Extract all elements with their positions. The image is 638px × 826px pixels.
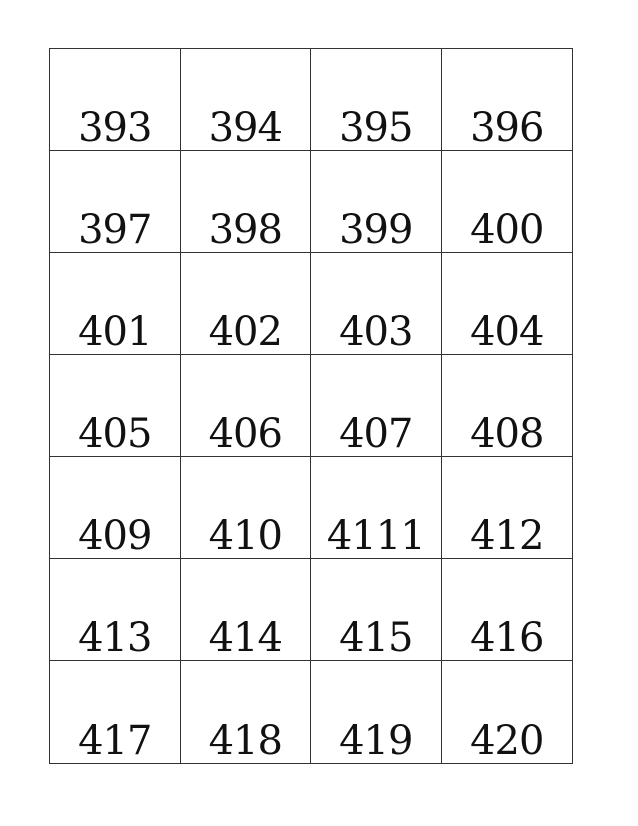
number-card bbox=[442, 151, 573, 253]
number-card bbox=[311, 151, 442, 253]
number-card bbox=[311, 457, 442, 559]
card-number: 420 bbox=[470, 718, 544, 764]
number-card bbox=[442, 355, 573, 457]
number-card bbox=[181, 151, 312, 253]
number-card bbox=[50, 355, 181, 457]
number-card bbox=[181, 559, 312, 661]
card-number: 409 bbox=[78, 513, 152, 559]
card-number: 412 bbox=[470, 513, 544, 559]
card-number: 418 bbox=[208, 718, 282, 764]
number-card bbox=[50, 253, 181, 355]
card-number: 400 bbox=[470, 207, 544, 253]
card-number: 395 bbox=[339, 105, 413, 151]
card-number: 398 bbox=[208, 207, 282, 253]
number-card bbox=[181, 457, 312, 559]
number-card bbox=[311, 253, 442, 355]
number-card-grid bbox=[49, 48, 573, 764]
number-card bbox=[311, 559, 442, 661]
card-number: 399 bbox=[339, 207, 413, 253]
card-number: 413 bbox=[78, 615, 152, 661]
card-number: 417 bbox=[78, 718, 152, 764]
number-card bbox=[50, 457, 181, 559]
card-number: 405 bbox=[78, 411, 152, 457]
card-number: 415 bbox=[339, 615, 413, 661]
number-card bbox=[181, 355, 312, 457]
card-number: 397 bbox=[78, 207, 152, 253]
number-card bbox=[181, 661, 312, 763]
number-card bbox=[50, 559, 181, 661]
card-number: 393 bbox=[78, 105, 152, 151]
number-card bbox=[311, 355, 442, 457]
number-card bbox=[50, 49, 181, 151]
card-number: 404 bbox=[470, 309, 544, 355]
number-card bbox=[442, 457, 573, 559]
number-card bbox=[442, 253, 573, 355]
card-number: 394 bbox=[208, 105, 282, 151]
number-card bbox=[181, 49, 312, 151]
card-number: 410 bbox=[208, 513, 282, 559]
card-number: 4111 bbox=[326, 513, 425, 559]
card-number: 401 bbox=[78, 309, 152, 355]
number-card bbox=[442, 661, 573, 763]
card-number: 414 bbox=[208, 615, 282, 661]
number-card bbox=[50, 151, 181, 253]
card-number: 416 bbox=[470, 615, 544, 661]
card-number: 402 bbox=[208, 309, 282, 355]
card-number: 408 bbox=[470, 411, 544, 457]
number-card bbox=[442, 49, 573, 151]
number-card bbox=[442, 559, 573, 661]
card-number: 406 bbox=[208, 411, 282, 457]
card-number: 407 bbox=[339, 411, 413, 457]
card-number: 403 bbox=[339, 309, 413, 355]
number-card bbox=[311, 49, 442, 151]
number-card bbox=[50, 661, 181, 763]
card-number: 419 bbox=[339, 718, 413, 764]
number-card bbox=[181, 253, 312, 355]
card-number: 396 bbox=[470, 105, 544, 151]
number-card bbox=[311, 661, 442, 763]
